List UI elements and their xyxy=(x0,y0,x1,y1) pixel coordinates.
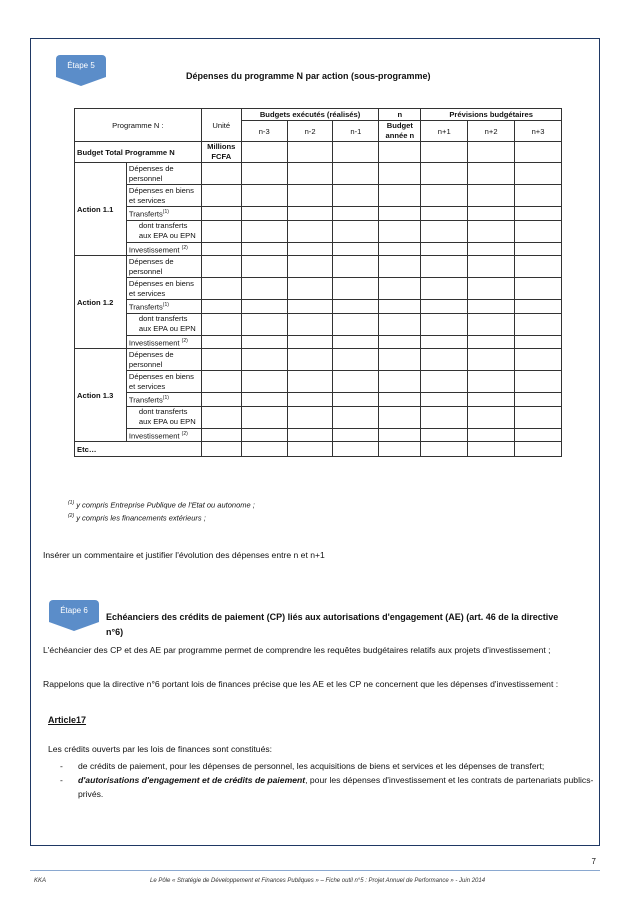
row-label: Dépenses de personnel xyxy=(126,349,201,371)
row-label: Transferts xyxy=(128,209,163,219)
footer-left: KKA xyxy=(34,878,47,884)
footnote-ref: (2) xyxy=(181,337,188,344)
footer-center: Le Pôle « Stratégie de Développement et Finances Publiques » – Fiche outil n°5 : Projet Annuel de Performance » - Juin 2014 xyxy=(150,878,486,884)
row-label: Dépenses de personnel xyxy=(126,163,201,185)
footnote-2-mark: (2) xyxy=(68,513,75,519)
footer-divider xyxy=(30,870,600,871)
paragraph-directive: Rappelons que la directive n°6 portant lois de finances précise que les AE et les CP ne concernent que les dépenses d'investissement : xyxy=(43,679,559,689)
step6-title: Echéanciers des crédits de paiement (CP) liés aux autorisations d'engagement (AE) (art. 46 de la directive n°6) xyxy=(106,612,559,637)
row-label-transferts xyxy=(126,393,201,407)
row-label-invest xyxy=(126,335,201,349)
article-title: Article17 xyxy=(48,715,87,725)
step6-badge xyxy=(49,600,99,622)
step6-badge-label: Étape 6 xyxy=(60,606,88,615)
footnote-ref: (2) xyxy=(181,244,188,251)
article-intro: Les crédits ouverts par les lois de finances sont constitués: xyxy=(48,744,273,754)
row-label: Dépenses de personnel xyxy=(126,256,201,278)
row-label: Dépenses en biens et services xyxy=(126,278,201,300)
bullet-text: , pour les dépenses d'investissement et les contrats de partenariats publics-privés. xyxy=(78,775,594,799)
etc-label: Etc… xyxy=(75,442,202,457)
budgets-executes-header: Budgets exécutés (réalisés) xyxy=(241,109,379,121)
footnote-2 xyxy=(68,513,206,523)
row-label-transferts xyxy=(126,207,201,221)
row-label-invest xyxy=(126,242,201,256)
footnote-2-text: y compris les financements extérieurs ; xyxy=(76,513,206,523)
row-label: dont transferts aux EPA ou EPN xyxy=(126,220,201,242)
footnote-1-text: y compris Entreprise Publique de l'Etat ou autonome ; xyxy=(76,500,255,510)
bullet-text: de crédits de paiement, pour les dépenses de personnel, les acquisitions de biens et services et les dépenses de transfert; xyxy=(78,761,545,771)
page-number: 7 xyxy=(591,857,596,866)
col-header: n-1 xyxy=(333,121,379,142)
col-header: n+1 xyxy=(421,121,468,142)
footnote-ref: (1) xyxy=(162,395,169,402)
footnote-ref: (2) xyxy=(181,430,188,437)
action-label: Action 1.1 xyxy=(75,163,127,256)
row-label: dont transferts aux EPA ou EPN xyxy=(126,313,201,335)
col-header: n-2 xyxy=(287,121,333,142)
row-label: Transferts xyxy=(128,395,163,405)
row-label: Investissement xyxy=(128,245,180,255)
budget-total-label: Budget Total Programme N xyxy=(75,142,202,163)
footnote-1 xyxy=(68,500,255,510)
unite-header: Unité xyxy=(201,109,241,142)
budget-total-unit: Millions FCFA xyxy=(201,142,241,163)
budget-table xyxy=(74,108,562,457)
row-label: Investissement xyxy=(128,338,180,348)
row-label: Dépenses en biens et services xyxy=(126,185,201,207)
col-header: n+2 xyxy=(468,121,515,142)
footnote-ref: (1) xyxy=(162,302,169,309)
paragraph-ae-cp: L'échéancier des CP et des AE par programme permet de comprendre les requêtes budgétaires relatifs aux projets d'investissement ; xyxy=(43,645,551,655)
bullet-bold-text: d'autorisations d'engagement et de crédits de paiement xyxy=(78,775,306,785)
col-header: n+3 xyxy=(515,121,562,142)
col-header: n-3 xyxy=(241,121,287,142)
action-label: Action 1.2 xyxy=(75,256,127,349)
row-label: dont transferts aux EPA ou EPN xyxy=(126,406,201,428)
row-label-invest xyxy=(126,428,201,442)
bullet-item: - de crédits de paiement, pour les dépenses de personnel, les acquisitions de biens et services et les dépenses de transfert; xyxy=(60,761,545,771)
row-label: Transferts xyxy=(128,302,163,312)
n-header: n xyxy=(379,109,421,121)
previsions-header: Prévisions budgétaires xyxy=(421,109,562,121)
article-bullets xyxy=(60,759,594,801)
step5-badge-label: Étape 5 xyxy=(67,61,95,70)
bullet-item: - d'autorisations d'engagement et de crédits de paiement, pour les dépenses d'investissement et les contrats de partenariats publics-privés. xyxy=(60,775,594,799)
footnote-1-mark: (1) xyxy=(68,500,75,506)
row-label-transferts xyxy=(126,300,201,314)
footnote-ref: (1) xyxy=(162,209,169,215)
row-label: Investissement xyxy=(128,431,180,441)
action-label: Action 1.3 xyxy=(75,349,127,442)
step5-title: Dépenses du programme N par action (sous-programme) xyxy=(186,71,431,81)
row-label: Dépenses en biens et services xyxy=(126,371,201,393)
programme-label: Programme N : xyxy=(75,109,202,142)
comment-instruction: Insérer un commentaire et justifier l'évolution des dépenses entre n et n+1 xyxy=(43,550,325,560)
col-header: Budget année n xyxy=(379,121,421,142)
step5-badge xyxy=(56,55,106,77)
